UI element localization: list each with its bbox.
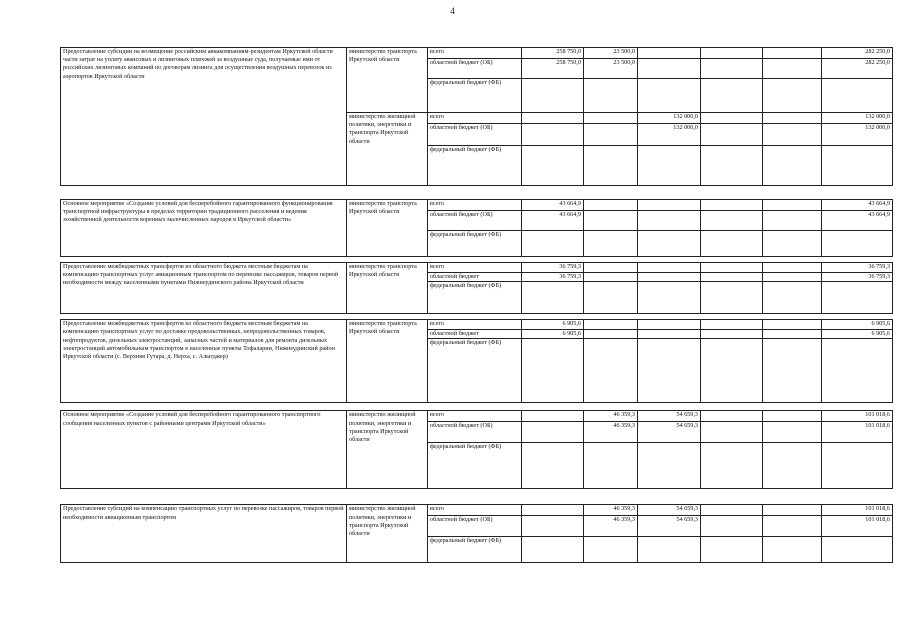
year-value [584,443,638,489]
year-value: 54 659,3 [638,411,701,422]
year-value [701,339,763,403]
year-value: 258 750,0 [522,48,584,59]
funding-source: областной бюджет (ОБ) [428,124,522,146]
year-value [763,339,822,403]
year-value [763,211,822,231]
year-value [522,537,584,563]
year-value [763,443,822,489]
measure-name: Предоставление межбюджетных трансфертов из областного бюджета местным бюджетам на компенсацию транспортных услуг авиационным транспортом по перевозке пассажиров, товаров первой необходимости между населенными пунктами Нижнеудинского района Иркутской области [61,263,347,314]
table-row [61,320,893,330]
total-value [822,537,893,563]
funding-source: областной бюджет (ОБ) [428,211,522,231]
year-value [522,443,584,489]
year-value [584,124,638,146]
year-value [701,505,763,516]
funding-source: областной бюджет [428,273,522,282]
total-value: 282 250,0 [822,59,893,79]
year-value: 258 750,0 [522,59,584,79]
year-value [584,330,638,339]
year-value [584,273,638,282]
year-value [584,282,638,314]
year-value [763,516,822,537]
year-value: 132 000,0 [638,113,701,124]
year-value [701,231,763,257]
year-value [701,422,763,443]
year-value [638,211,701,231]
year-value [701,282,763,314]
funding-source: всего [428,411,522,422]
total-value: 132 000,0 [822,113,893,124]
table-row [61,200,893,211]
funding-source: областной бюджет [428,330,522,339]
funding-source: федеральный бюджет (ФБ) [428,537,522,563]
year-value [763,330,822,339]
year-value [763,146,822,186]
total-value [822,79,893,113]
year-value [584,79,638,113]
year-value: 54 659,3 [638,505,701,516]
executor-name: министерство транспорта Иркутской области [347,320,428,403]
spacer-cell [61,403,893,411]
total-value: 6 905,6 [822,330,893,339]
year-value [584,320,638,330]
year-value: 54 659,3 [638,516,701,537]
total-value: 132 000,0 [822,124,893,146]
funding-source: всего [428,113,522,124]
year-value [763,124,822,146]
executor-name: министерство жилищной политики, энергетики и транспорта Иркутской области [347,505,428,563]
year-value [522,505,584,516]
year-value [701,537,763,563]
funding-source: областной бюджет (ОБ) [428,59,522,79]
budget-table [60,47,893,563]
funding-source: областной бюджет (ОБ) [428,516,522,537]
total-value: 101 018,6 [822,422,893,443]
year-value [763,231,822,257]
year-value [638,537,701,563]
total-value [822,146,893,186]
total-value: 101 018,6 [822,411,893,422]
year-value [701,273,763,282]
year-value: 54 659,3 [638,422,701,443]
funding-source: федеральный бюджет (ФБ) [428,79,522,113]
year-value [522,339,584,403]
total-value [822,443,893,489]
year-value [522,124,584,146]
year-value: 6 905,6 [522,330,584,339]
executor-name: министерство жилищной политики, энергетики и транспорта Иркутской области [347,113,428,186]
year-value: 23 500,0 [584,59,638,79]
year-value [584,231,638,257]
total-value: 36 759,3 [822,273,893,282]
year-value [701,443,763,489]
year-value [638,48,701,59]
year-value [763,537,822,563]
year-value [701,146,763,186]
funding-source: всего [428,505,522,516]
measure-name: Предоставление субсидий на компенсацию транспортных услуг по перевозке пассажиров, товаров первой необходимости авиационным транспортом [61,505,347,563]
year-value: 46 359,3 [584,422,638,443]
table-row [61,411,893,422]
year-value [763,48,822,59]
funding-source: всего [428,263,522,273]
table-row [61,505,893,516]
executor-name: министерство транспорта Иркутской области [347,263,428,314]
total-value: 6 905,6 [822,320,893,330]
funding-source: областной бюджет (ОБ) [428,422,522,443]
year-value [584,146,638,186]
year-value [638,146,701,186]
spacer-cell [61,186,893,200]
total-value: 282 250,0 [822,48,893,59]
year-value [638,263,701,273]
year-value: 132 000,0 [638,124,701,146]
year-value [584,339,638,403]
year-value: 43 664,9 [522,211,584,231]
year-value: 46 359,3 [584,505,638,516]
funding-source: федеральный бюджет (ФБ) [428,282,522,314]
group-spacer [61,489,893,505]
year-value [638,273,701,282]
executor-name: министерство транспорта Иркутской области [347,48,428,113]
executor-name: министерство жилищной политики, энергетики и транспорта Иркутской области [347,411,428,489]
funding-source: федеральный бюджет (ФБ) [428,146,522,186]
year-value [522,113,584,124]
measure-name: Основное мероприятие «Создание условий для бесперебойного гарантированного транспортного сообщения населенных пунктов с районными центрами Иркутской области» [61,411,347,489]
year-value [763,200,822,211]
year-value: 43 664,9 [522,200,584,211]
page-number: 4 [450,6,455,16]
year-value [763,59,822,79]
year-value [701,48,763,59]
total-value: 101 018,6 [822,505,893,516]
year-value [701,59,763,79]
total-value: 43 664,9 [822,211,893,231]
table-row [61,48,893,59]
total-value: 36 759,3 [822,263,893,273]
year-value [701,124,763,146]
funding-source: федеральный бюджет (ФБ) [428,231,522,257]
year-value [763,263,822,273]
group-spacer [61,403,893,411]
year-value [522,422,584,443]
year-value: 23 500,0 [584,48,638,59]
total-value [822,282,893,314]
funding-source: всего [428,320,522,330]
funding-source: всего [428,200,522,211]
table-row [61,263,893,273]
measure-name: Предоставление субсидии на возмещение российским авиакомпаниям-резидентам Иркутской области части затрат на уплату авансовых и лизинговых платежей за воздушные суда, получаемые ими от российских лизинговых компаний по договорам лизинга для осуществления воздушных перевозок из аэропортов Иркутской области [61,48,347,186]
year-value [638,79,701,113]
year-value [701,113,763,124]
year-value [701,200,763,211]
funding-source: федеральный бюджет (ФБ) [428,339,522,403]
group-spacer [61,186,893,200]
year-value [584,200,638,211]
funding-source: федеральный бюджет (ФБ) [428,443,522,489]
total-value [822,231,893,257]
year-value: 46 359,3 [584,516,638,537]
year-value [763,79,822,113]
year-value [638,282,701,314]
year-value [638,200,701,211]
year-value [701,516,763,537]
year-value [638,330,701,339]
year-value [584,537,638,563]
year-value [701,79,763,113]
year-value [763,505,822,516]
total-value [822,339,893,403]
year-value [701,320,763,330]
year-value: 46 359,3 [584,411,638,422]
funding-source: всего [428,48,522,59]
year-value [763,411,822,422]
year-value [584,263,638,273]
executor-name: министерство транспорта Иркутской области [347,200,428,257]
total-value: 43 664,9 [822,200,893,211]
year-value [763,422,822,443]
year-value [638,443,701,489]
total-value: 101 018,6 [822,516,893,537]
year-value [638,320,701,330]
year-value [522,282,584,314]
measure-name: Основное мероприятие «Создание условий для бесперебойного гарантированного функционирования транспортной инфраструктуры в пределах территории традиционного расселения и ведения хозяйственной деятельности коренных малочисленных народов в Иркутской области» [61,200,347,257]
year-value [701,211,763,231]
year-value: 6 905,6 [522,320,584,330]
year-value [522,411,584,422]
year-value [522,146,584,186]
year-value [763,320,822,330]
year-value [763,273,822,282]
measure-name: Предоставление межбюджетных трансфертов из областного бюджета местным бюджетам на компенсацию транспортных услуг по доставке продовольственных, непродовольственных товаров, нефтепродуктов, дизельных электростанций, запасных частей и материалов для ремонта дизельных электростанций автомобильным транспортом в населенные пункты Тофаларии, Нижнеудинский район Иркутской области (с. Верхняя Гутара, д. Нерха, с. Алыгджер) [61,320,347,403]
year-value [584,211,638,231]
year-value [522,79,584,113]
year-value: 36 759,3 [522,263,584,273]
year-value [522,516,584,537]
year-value: 36 759,3 [522,273,584,282]
year-value [638,339,701,403]
year-value [638,59,701,79]
year-value [701,330,763,339]
year-value [701,263,763,273]
year-value [522,231,584,257]
year-value [763,113,822,124]
year-value [701,411,763,422]
year-value [638,231,701,257]
spacer-cell [61,489,893,505]
year-value [763,282,822,314]
year-value [584,113,638,124]
